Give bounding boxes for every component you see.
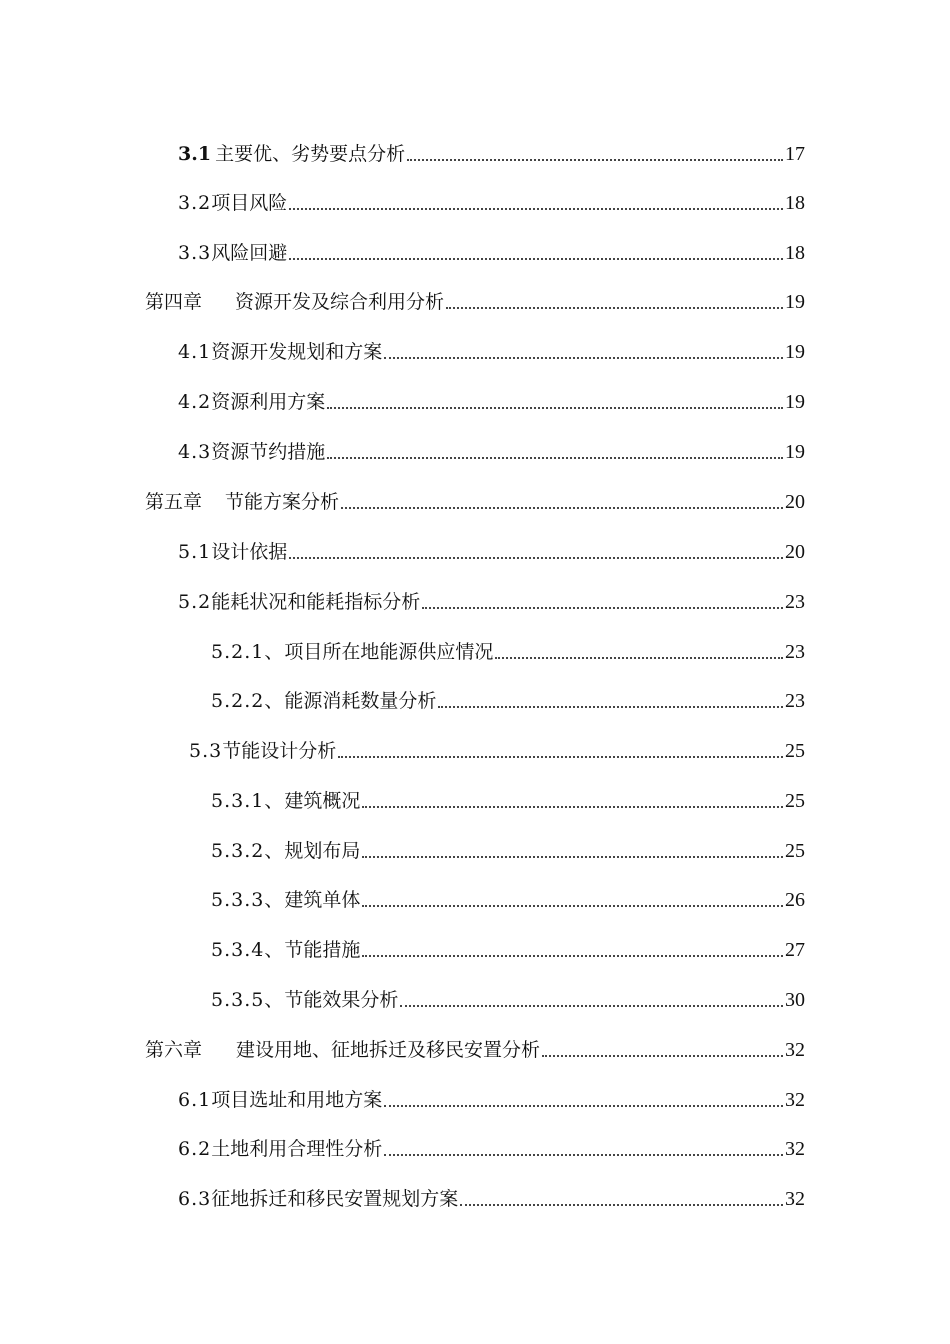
toc-entry-page: 32 <box>785 1089 805 1111</box>
toc-entry-page: 23 <box>785 641 805 663</box>
toc-entry-title: 资源节约措施 <box>211 441 326 463</box>
toc-entry-title: 节能效果分析 <box>284 989 399 1011</box>
toc-entry-number: 3.3 <box>178 242 212 264</box>
toc-entry-number: 5.3.4、 <box>211 939 285 961</box>
toc-entry-label <box>178 1137 382 1161</box>
toc-entry-number: 4.2 <box>178 391 212 413</box>
toc-entry-4-2[interactable] <box>178 384 805 414</box>
toc-entry-title: 规划布局 <box>284 840 361 862</box>
dot-leader <box>460 1204 783 1206</box>
toc-entry-number: 5.1 <box>178 541 212 563</box>
toc-entry-label <box>178 390 325 414</box>
toc-entry-number: 6.1 <box>178 1089 212 1111</box>
toc-entry-chapter-4[interactable] <box>145 284 805 314</box>
toc-entry-page: 19 <box>785 441 805 463</box>
toc-entry-label <box>211 839 360 863</box>
toc-entry-page: 32 <box>785 1039 805 1061</box>
dot-leader <box>338 756 783 758</box>
toc-entry-5-3-1[interactable] <box>211 783 805 813</box>
toc-entry-title: 项目选址和用地方案 <box>211 1089 383 1111</box>
dot-leader <box>438 706 783 708</box>
toc-entry-number: 5.2.2、 <box>211 690 285 712</box>
toc-entry-title: 节能措施 <box>284 939 361 961</box>
toc-entry-page: 32 <box>785 1188 805 1210</box>
toc-entry-number: 5.3.3、 <box>211 889 285 911</box>
toc-entry-6-2[interactable] <box>178 1131 805 1161</box>
toc-entry-page: 25 <box>785 840 805 862</box>
toc-entry-5-2-1[interactable] <box>211 634 805 664</box>
toc-entry-5-3[interactable] <box>189 733 805 763</box>
toc-entry-label <box>178 1088 382 1112</box>
dot-leader <box>362 955 783 957</box>
toc-entry-title: 节能方案分析 <box>225 491 340 513</box>
toc-entry-title: 设计依据 <box>211 541 288 563</box>
toc-entry-number: 3.2 <box>178 192 212 214</box>
toc-entry-number: 5.3 <box>189 740 223 762</box>
toc-entry-label <box>178 1187 458 1211</box>
toc-entry-label <box>145 290 444 314</box>
toc-entry-page: 19 <box>785 341 805 363</box>
toc-entry-page: 25 <box>785 740 805 762</box>
toc-entry-page: 25 <box>785 790 805 812</box>
toc-entry-title: 主要优、劣势要点分析 <box>215 143 406 165</box>
toc-entry-title: 土地利用合理性分析 <box>211 1138 383 1160</box>
dot-leader <box>495 657 783 659</box>
toc-chapter-number: 第四章 <box>145 291 203 313</box>
toc-entry-number: 6.2 <box>178 1138 212 1160</box>
toc-entry-title: 资源开发及综合利用分析 <box>235 291 445 313</box>
toc-entry-label <box>211 988 398 1012</box>
toc-entry-5-3-4[interactable] <box>211 932 805 962</box>
toc-entry-label <box>178 540 287 564</box>
dot-leader <box>289 208 783 210</box>
toc-entry-label <box>178 440 325 464</box>
toc-entry-label <box>211 689 436 713</box>
toc-entry-4-3[interactable] <box>178 434 805 464</box>
toc-entry-page: 17 <box>785 143 805 165</box>
toc-entry-label <box>178 191 287 215</box>
toc-chapter-number: 第五章 <box>145 491 203 513</box>
toc-entry-6-3[interactable] <box>178 1181 805 1211</box>
dot-leader <box>341 507 783 509</box>
toc-entry-title: 建筑概况 <box>284 790 361 812</box>
toc-entry-3-3[interactable] <box>178 235 805 265</box>
toc-chapter-number: 第六章 <box>145 1039 203 1061</box>
dot-leader <box>289 557 783 559</box>
toc-entry-number: 5.3.5、 <box>211 989 285 1011</box>
toc-entry-5-2[interactable] <box>178 584 805 614</box>
toc-entry-title: 建筑单体 <box>284 889 361 911</box>
dot-leader <box>289 258 783 260</box>
toc-entry-label <box>145 490 339 514</box>
toc-entry-5-3-5[interactable] <box>211 982 805 1012</box>
toc-entry-number: 4.1 <box>178 341 212 363</box>
dot-leader <box>446 307 783 309</box>
toc-entry-title: 项目所在地能源供应情况 <box>284 641 494 663</box>
dot-leader <box>542 1055 783 1057</box>
toc-entry-label <box>178 142 405 166</box>
dot-leader <box>407 159 783 161</box>
toc-entry-title: 能源消耗数量分析 <box>284 690 437 712</box>
toc-entry-page: 27 <box>785 939 805 961</box>
toc-entry-page: 18 <box>785 192 805 214</box>
toc-entry-5-3-2[interactable] <box>211 833 805 863</box>
dot-leader <box>362 806 783 808</box>
toc-entry-title: 资源开发规划和方案 <box>211 341 383 363</box>
toc-entry-title: 建设用地、征地拆迁及移民安置分析 <box>236 1039 541 1061</box>
toc-entry-label <box>178 340 382 364</box>
dot-leader <box>327 457 783 459</box>
toc-entry-page: 30 <box>785 989 805 1011</box>
toc-entry-number: 4.3 <box>178 441 212 463</box>
toc-entry-title: 资源利用方案 <box>211 391 326 413</box>
toc-entry-title: 征地拆迁和移民安置规划方案 <box>211 1188 459 1210</box>
toc-entry-label <box>178 241 287 265</box>
toc-entry-5-1[interactable] <box>178 534 805 564</box>
toc-entry-page: 23 <box>785 591 805 613</box>
toc-entry-title: 能耗状况和能耗指标分析 <box>211 591 421 613</box>
toc-entry-label <box>145 1038 540 1062</box>
dot-leader <box>400 1005 783 1007</box>
toc-entry-3-2[interactable] <box>178 185 805 215</box>
toc-entry-page: 23 <box>785 690 805 712</box>
toc-entry-page: 20 <box>785 491 805 513</box>
toc-entry-label <box>211 640 493 664</box>
toc-entry-4-1[interactable] <box>178 334 805 364</box>
dot-leader <box>327 407 783 409</box>
toc-entry-page: 18 <box>785 242 805 264</box>
toc-entry-number: 5.2 <box>178 591 212 613</box>
dot-leader <box>384 357 783 359</box>
toc-entry-5-2-2[interactable] <box>211 683 805 713</box>
toc-entry-label <box>211 789 360 813</box>
dot-leader <box>362 905 783 907</box>
toc-entry-title: 风险回避 <box>211 242 288 264</box>
toc-entry-page: 19 <box>785 391 805 413</box>
toc-entry-chapter-6[interactable] <box>145 1032 805 1062</box>
toc-entry-label <box>189 739 336 763</box>
toc-entry-3-1[interactable] <box>178 136 805 166</box>
toc-entry-chapter-5[interactable] <box>145 484 805 514</box>
toc-entry-number: 5.3.2、 <box>211 840 285 862</box>
toc-entry-number: 5.3.1、 <box>211 790 285 812</box>
toc-entry-number: 3.1 <box>178 143 212 165</box>
toc-entry-label <box>211 938 360 962</box>
toc-entry-page: 26 <box>785 889 805 911</box>
dot-leader <box>384 1105 783 1107</box>
toc-entry-number: 5.2.1、 <box>211 641 285 663</box>
dot-leader <box>422 607 783 609</box>
toc-entry-title: 节能设计分析 <box>222 740 337 762</box>
toc-entry-page: 19 <box>785 291 805 313</box>
toc-entry-label <box>178 590 420 614</box>
toc-entry-6-1[interactable] <box>178 1082 805 1112</box>
toc-entry-page: 20 <box>785 541 805 563</box>
toc-entry-title: 项目风险 <box>211 192 288 214</box>
dot-leader <box>362 856 783 858</box>
toc-entry-number: 6.3 <box>178 1188 212 1210</box>
toc-entry-label <box>211 888 360 912</box>
toc-entry-5-3-3[interactable] <box>211 882 805 912</box>
dot-leader <box>384 1154 783 1156</box>
toc-entry-page: 32 <box>785 1138 805 1160</box>
